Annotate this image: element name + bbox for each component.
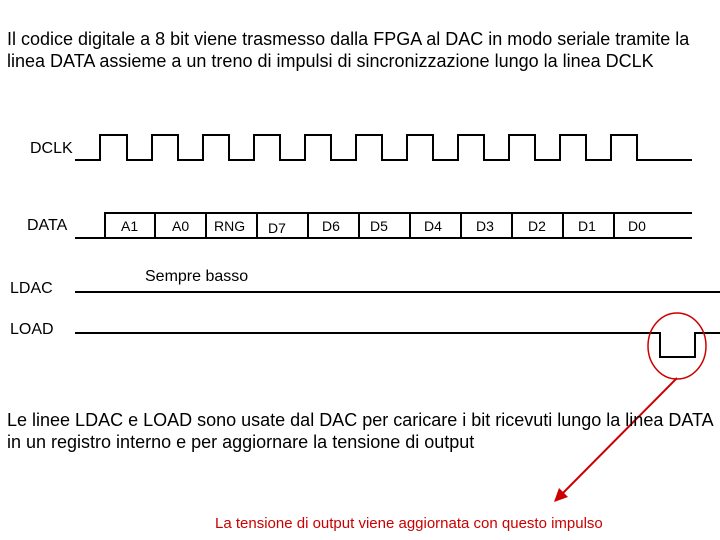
load-waveform: [75, 333, 720, 357]
data-bit-rng: RNG: [214, 218, 246, 234]
data-bit-a0: A0: [172, 218, 190, 234]
dclk-waveform: [75, 135, 692, 160]
data-bit-d3: D3: [476, 218, 494, 234]
footer-note: La tensione di output viene aggiornata con questo impulso: [215, 515, 603, 532]
data-bit-d1: D1: [578, 218, 596, 234]
data-bit-d7: D7: [268, 220, 286, 236]
load-pulse-circle: [648, 313, 706, 379]
intro-text: Il codice digitale a 8 bit viene trasmesso dalla FPGA al DAC in modo seriale tramite la linea DATA assieme a un treno di impulsi di sincronizzazione lungo la linea DCLK: [7, 29, 690, 71]
data-bit-d6: D6: [322, 218, 340, 234]
load-label: LOAD: [10, 321, 54, 338]
ldac-label: LDAC: [10, 280, 53, 297]
data-bit-d5: D5: [370, 218, 388, 234]
dclk-label: DCLK: [30, 140, 73, 157]
data-bit-d0: D0: [628, 218, 646, 234]
data-bit-d2: D2: [528, 218, 546, 234]
data-bus-waveform: [75, 213, 692, 238]
outro-text: Le linee LDAC e LOAD sono usate dal DAC per caricare i bit ricevuti lungo la linea DATA in un registro interno e per aggiornare la tensione di output: [7, 410, 713, 452]
ldac-note: Sempre basso: [145, 268, 249, 285]
data-bit-d4: D4: [424, 218, 442, 234]
data-label: DATA: [27, 217, 68, 234]
data-bit-a1: A1: [121, 218, 139, 234]
data-bus-dividers: [155, 213, 614, 238]
